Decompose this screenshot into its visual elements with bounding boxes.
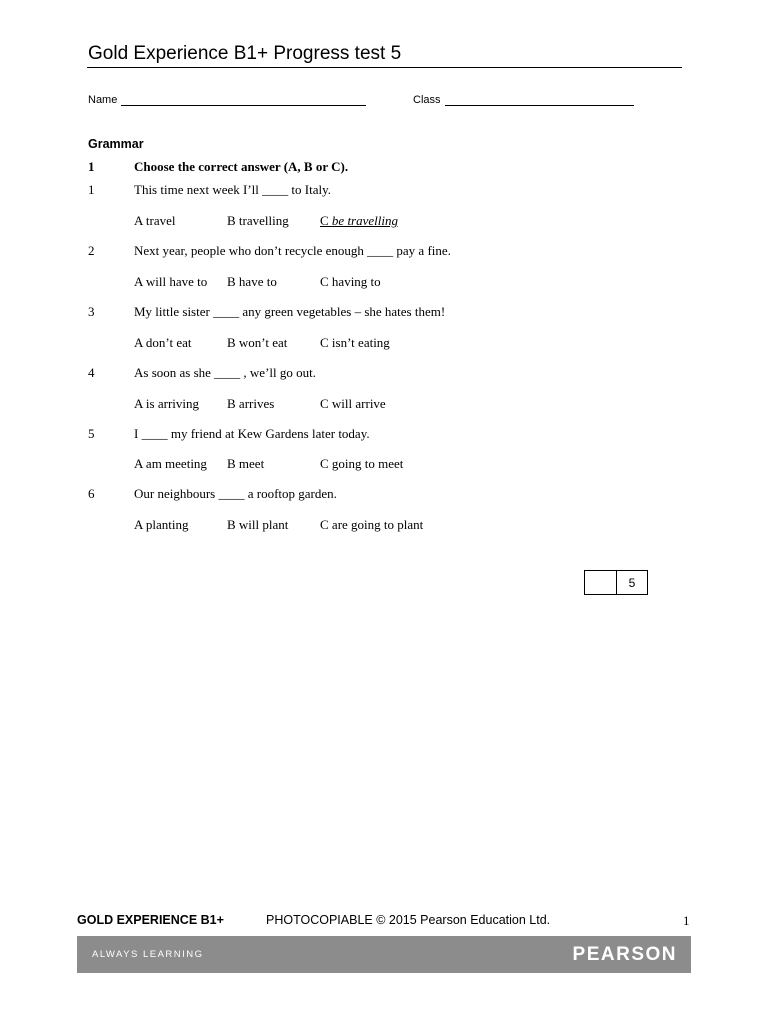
question-number: 2 (88, 243, 95, 258)
question-3-option-c[interactable]: C isn’t eating (320, 335, 390, 350)
question-2-option-b[interactable]: B have to (227, 274, 277, 289)
class-label: Class (413, 94, 441, 106)
page-title: Gold Experience B1+ Progress test 5 (88, 43, 402, 64)
question-3-option-a[interactable]: A don’t eat (134, 335, 192, 350)
question-text: As soon as she ____ , we’ll go out. (134, 365, 316, 380)
question-2-option-a[interactable]: A will have to (134, 274, 208, 289)
page-number: 1 (683, 913, 690, 928)
score-entry-cell[interactable] (585, 571, 617, 594)
question-4-option-b[interactable]: B arrives (227, 396, 275, 411)
question-text: I ____ my friend at Kew Gardens later today. (134, 426, 370, 441)
exercise-instruction: Choose the correct answer (A, B or C). (134, 159, 349, 174)
question-5-option-c[interactable]: C going to meet (320, 456, 404, 471)
question-text: My little sister ____ any green vegetables – she hates them! (134, 304, 446, 319)
question-6-option-a[interactable]: A planting (134, 517, 189, 532)
question-4-option-a[interactable]: A is arriving (134, 396, 199, 411)
footer-tagline: ALWAYS LEARNING (92, 949, 204, 960)
question-3-option-b[interactable]: B won’t eat (227, 335, 288, 350)
question-number: 4 (88, 365, 95, 380)
question-1-option-c[interactable]: C be travelling (320, 213, 398, 228)
question-1-option-a[interactable]: A travel (134, 213, 176, 228)
footer-brand: GOLD EXPERIENCE B1+ (77, 913, 224, 927)
question-4-option-c[interactable]: C will arrive (320, 396, 386, 411)
question-1-option-b[interactable]: B travelling (227, 213, 289, 228)
question-number: 1 (88, 182, 95, 197)
name-field-line[interactable] (121, 105, 366, 106)
title-rule (87, 67, 682, 68)
name-label: Name (88, 94, 118, 106)
footer-copyright: PHOTOCOPIABLE © 2015 Pearson Education Ltd. (266, 913, 551, 927)
question-number: 5 (88, 426, 95, 441)
footer-bar (77, 936, 691, 973)
score-max: 5 (628, 575, 636, 590)
question-5-option-b[interactable]: B meet (227, 456, 265, 471)
question-6-option-c[interactable]: C are going to plant (320, 517, 424, 532)
question-text: Our neighbours ____ a rooftop garden. (134, 486, 337, 501)
question-text: Next year, people who don’t recycle enough ____ pay a fine. (134, 243, 451, 258)
question-number: 3 (88, 304, 95, 319)
question-text: This time next week I’ll ____ to Italy. (134, 182, 331, 197)
question-2-option-c[interactable]: C having to (320, 274, 381, 289)
class-field-line[interactable] (445, 105, 634, 106)
score-box (584, 570, 648, 595)
question-number: 6 (88, 486, 95, 501)
question-6-option-b[interactable]: B will plant (227, 517, 289, 532)
section-heading: Grammar (88, 137, 144, 151)
question-5-option-a[interactable]: A am meeting (134, 456, 207, 471)
pearson-logo: PEARSON (572, 944, 677, 965)
exercise-number: 1 (88, 159, 95, 174)
